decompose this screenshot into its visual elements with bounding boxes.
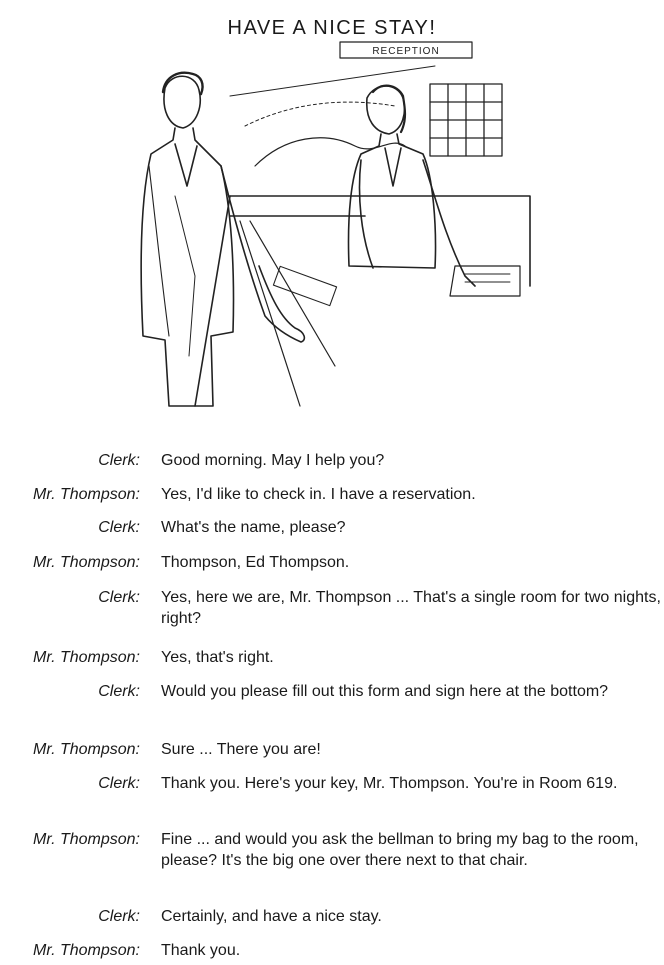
speaker-label: Mr. Thompson: — [33, 741, 140, 758]
key-rack — [430, 84, 502, 156]
speaker-label: Mr. Thompson: — [33, 649, 140, 666]
page-title: HAVE A NICE STAY! — [227, 17, 437, 40]
line-text: Sure ... There you are! — [161, 741, 321, 758]
clerk-figure — [349, 86, 476, 286]
speaker-label: Clerk: — [98, 683, 140, 700]
hotel-reception-illustration — [135, 36, 535, 408]
line-text: Thank you. — [161, 942, 241, 959]
line-text: Thompson, Ed Thompson. — [161, 554, 350, 571]
line-text: Yes, that's right. — [161, 649, 274, 666]
line-text: Yes, I'd like to check in. I have a reservation. — [161, 486, 476, 503]
line-text: Fine ... and would you ask the bellman to bring my bag to the room, please? It's the big one over there next to that chair. — [161, 831, 639, 869]
speaker-label: Mr. Thompson: — [33, 486, 140, 503]
speaker-label: Mr. Thompson: — [33, 554, 140, 571]
line-text: Yes, here we are, Mr. Thompson ... That's a single room for two nights, right? — [161, 589, 661, 627]
speaker-label: Clerk: — [98, 519, 140, 536]
line-text: Thank you. Here's your key, Mr. Thompson. You're in Room 619. — [161, 775, 618, 792]
speaker-label: Clerk: — [98, 775, 140, 792]
speaker-label: Mr. Thompson: — [33, 942, 140, 959]
speaker-label: Clerk: — [98, 589, 140, 606]
line-text: Certainly, and have a nice stay. — [161, 908, 382, 925]
speaker-label: Clerk: — [98, 452, 140, 469]
reception-sign-text: RECEPTION — [372, 46, 440, 57]
speaker-label: Clerk: — [98, 908, 140, 925]
line-text: Good morning. May I help you? — [161, 452, 385, 469]
reception-sign — [340, 42, 472, 58]
line-text: Would you please fill out this form and sign here at the bottom? — [161, 683, 609, 700]
speaker-label: Mr. Thompson: — [33, 831, 140, 848]
line-text: What's the name, please? — [161, 519, 346, 536]
